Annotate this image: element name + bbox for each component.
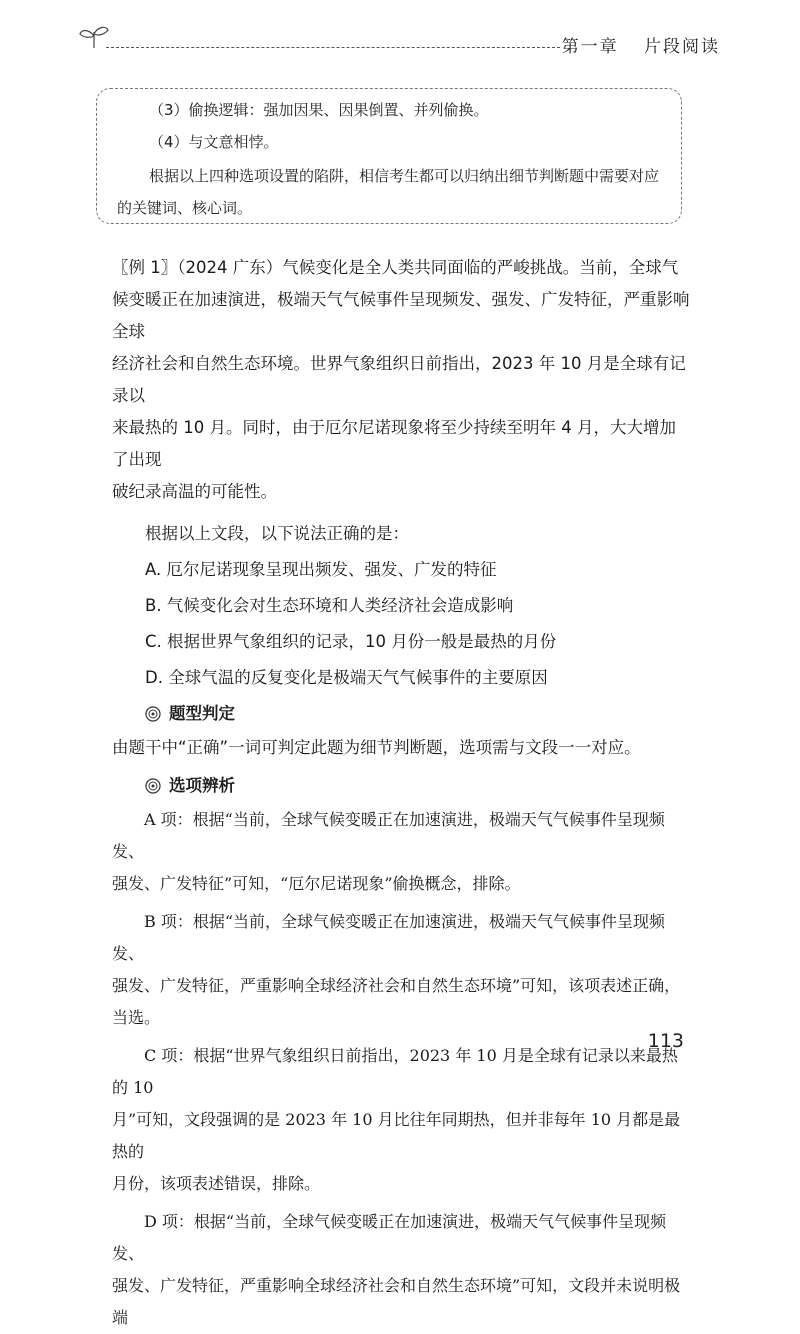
chapter-title [544, 32, 720, 57]
option-a: A. 厄尔尼诺现象呈现出频发、强发、广发的特征 [145, 560, 497, 579]
example-line: 〖例 1〗（2024 广东）气候变化是全人类共同面临的严峻挑战。当前，全球气 [112, 258, 679, 277]
type-section-title: 题型判定 [169, 704, 235, 723]
question-stem: 根据以上文段，以下说法正确的是： [145, 524, 409, 543]
analysis-line: A 项：根据“当前，全球气候变暖正在加速演进，极端天气气候事件呈现频发、 [112, 810, 665, 861]
main-content [112, 252, 692, 1334]
note-line-4: 的关键词、核心词。 [117, 199, 253, 217]
analysis-section-title: 选项辨析 [169, 776, 235, 795]
example-line: 破纪录高温的可能性。 [112, 482, 277, 501]
section-label: 片段阅读 [644, 37, 720, 57]
note-line-3: 根据以上四种选项设置的陷阱，相信考生都可以归纳出细节判断题中需要对应 [149, 167, 660, 185]
type-section-text: 由题干中“正确”一词可判定此题为细节判断题，选项需与文段一一对应。 [112, 738, 641, 757]
analysis-line: 月”可知，文段强调的是 2023 年 10 月比往年同期热，但并非每年 10 月都是最热的 [112, 1110, 681, 1161]
type-section-heading [112, 696, 692, 732]
analysis-line: 强发、广发特征，严重影响全球经济社会和自然生态环境”可知，该项表述正确，当选。 [112, 976, 681, 1027]
analysis-line: D 项：根据“当前，全球气候变暖正在加速演进，极端天气气候事件呈现频发、 [112, 1212, 667, 1263]
analysis-line: 强发、广发特征”可知，“厄尔尼诺现象”偷换概念，排除。 [112, 874, 521, 893]
example-line: 候变暖正在加速演进，极端天气气候事件呈现频发、强发、广发特征，严重影响全球 [112, 290, 690, 341]
chapter-label: 第一章 [561, 37, 619, 57]
analysis-section-heading [112, 768, 692, 804]
analysis-line: 强发、广发特征，严重影响全球经济社会和自然生态环境”可知，文段并未说明极端 [112, 1276, 681, 1327]
example-line: 来最热的 10 月。同时，由于厄尔尼诺现象将至少持续至明年 4 月，大大增加了出现 [112, 418, 676, 469]
flower-icon [145, 778, 161, 794]
example-line: 经济社会和自然生态环境。世界气象组织日前指出，2023 年 10 月是全球有记录以 [112, 354, 686, 405]
analysis-line: B 项：根据“当前，全球气候变暖正在加速演进，极端天气气候事件呈现频发、 [112, 912, 666, 963]
note-line-2: （4）与文意相悖。 [149, 133, 279, 151]
option-b: B. 气候变化会对生态环境和人类经济社会造成影响 [145, 596, 514, 615]
analysis-line: C 项：根据“世界气象组织日前指出，2023 年 10 月是全球有记录以来最热的 10 [112, 1046, 678, 1097]
flower-icon [145, 706, 161, 722]
note-line-1: （3）偷换逻辑：强加因果、因果倒置、并列偷换。 [149, 101, 489, 119]
option-c: C. 根据世界气象组织的记录，10 月份一般是最热的月份 [145, 632, 557, 651]
page-number: 113 [647, 1030, 684, 1052]
header-rule [106, 47, 560, 48]
page-header [70, 22, 720, 58]
analysis-line: 月份，该项表述错误，排除。 [112, 1174, 321, 1193]
note-box [96, 88, 682, 224]
option-d: D. 全球气温的反复变化是极端天气气候事件的主要原因 [145, 668, 548, 687]
